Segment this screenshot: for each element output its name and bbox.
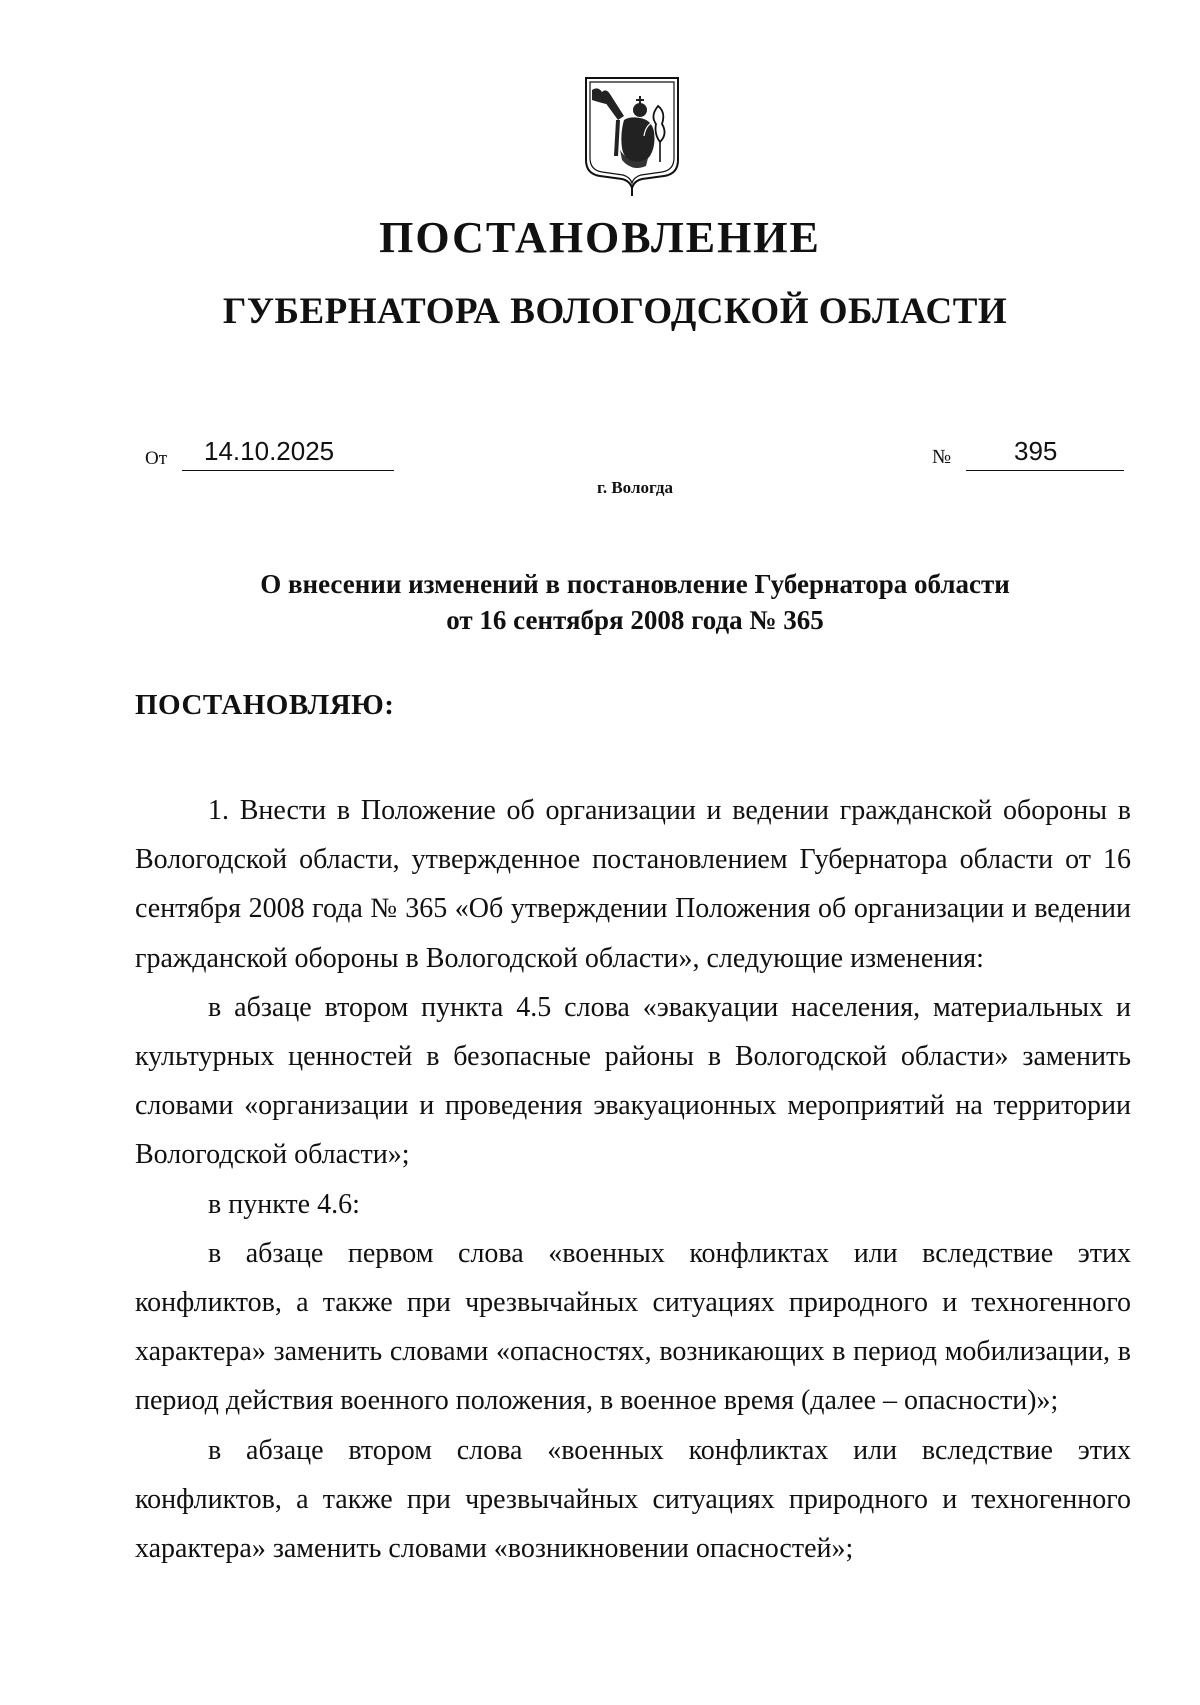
paragraph: в абзаце втором пункта 4.5 слова «эвакуации населения, материальных и культурных ценностей в безопасные районы в Вологодской области» заменить словами «организации и проведения эвакуационных мероприятий на территории Вологодской области»;	[135, 991, 1131, 1171]
city-label: г. Вологда	[597, 478, 673, 497]
document-title: ПОСТАНОВЛЕНИЕ	[379, 213, 821, 262]
paragraph: 1. Внести в Положение об организации и ведении гражданской обороны в Вологодской области, утвержденное постановлением Губернатора области от 16 сентября 2008 года № 365 «Об утверждении Положения об организации и ведении гражданской обороны в Вологодской области», следующие изменения:	[135, 795, 1131, 974]
document-issuer: ГУБЕРНАТОРА ВОЛОГОДСКОЙ ОБЛАСТИ	[222, 291, 1008, 332]
date-value: 14.10.2025	[204, 436, 335, 466]
coat-of-arms-icon	[584, 76, 680, 198]
paragraph: в абзаце первом слова «военных конфликтах или вследствие этих конфликтов, а также при чрезвычайных ситуациях природного и техногенного характера» заменить словами «опасностях, возникающих в период мобилизации, в период действия военного положения, в военное время (далее – опасности)»;	[135, 1237, 1131, 1417]
subject-line-2: от 16 сентября 2008 года № 365	[446, 605, 824, 635]
paragraph: в пункте 4.6:	[208, 1188, 360, 1220]
subject-line-1: О внесении изменений в постановление Губернатора области	[260, 569, 1010, 599]
date-field	[182, 436, 394, 471]
date-prefix: От	[145, 448, 168, 469]
decree-word: ПОСТАНОВЛЯЮ:	[135, 689, 395, 721]
document-body	[135, 786, 1131, 1573]
number-prefix: №	[932, 446, 952, 468]
number-value: 395	[1014, 436, 1058, 466]
document-subject	[0, 566, 1200, 638]
number-field	[966, 436, 1124, 471]
paragraph: в абзаце втором слова «военных конфликтах или вследствие этих конфликтов, а также при чрезвычайных ситуациях природного и техногенного характера» заменить словами «возникновении опасностей»;	[135, 1434, 1131, 1565]
